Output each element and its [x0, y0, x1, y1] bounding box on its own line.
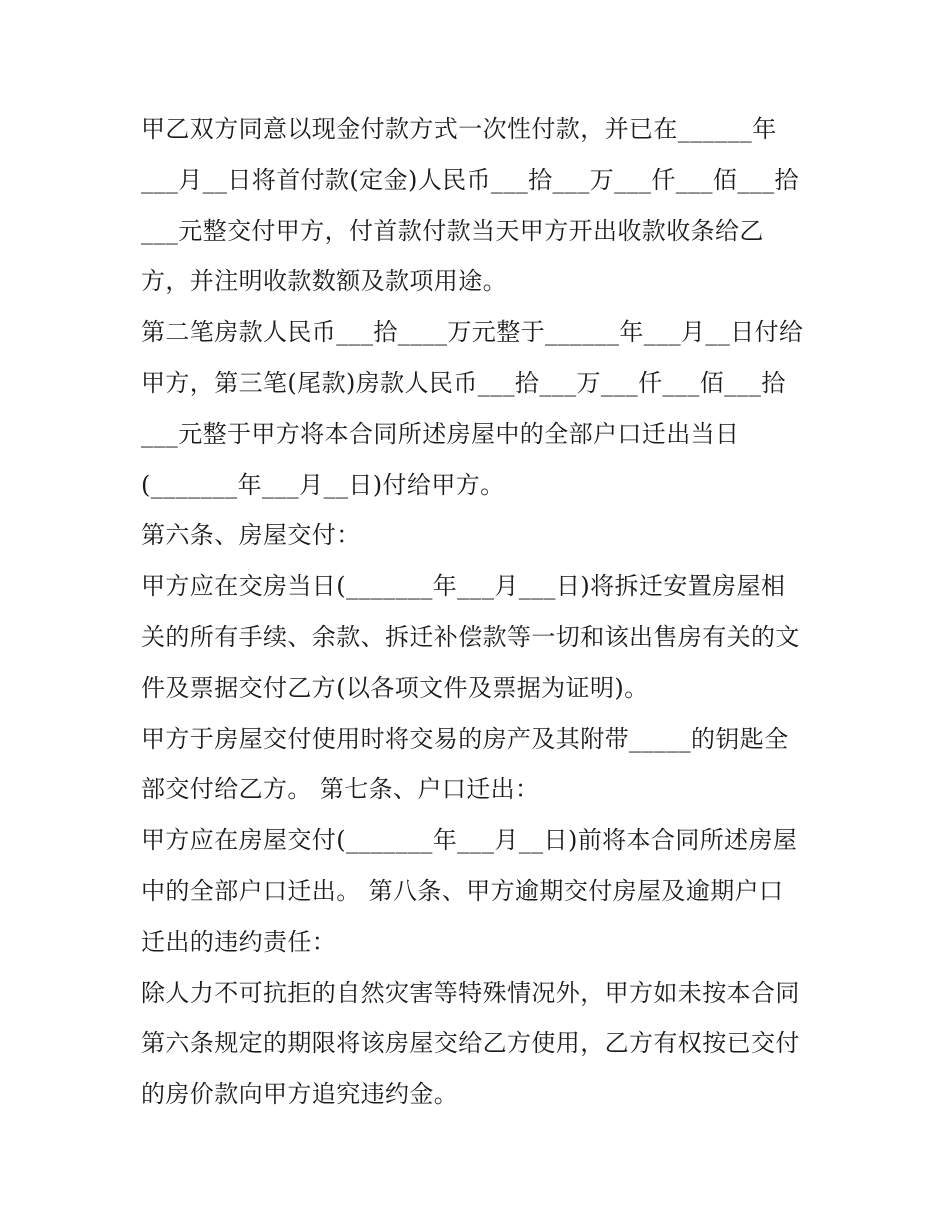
text-line: 方，并注明收款数额及款项用途。 — [141, 267, 507, 296]
text-line: ___元整交付甲方，付首款付款当天甲方开出收款收条给乙 — [141, 216, 764, 245]
text-line: 甲方，第三笔(尾款)房款人民币___拾___万___仟___佰___拾 — [141, 368, 786, 397]
text-line: 甲方于房屋交付使用时将交易的房产及其附带_____的钥匙全 — [141, 724, 789, 753]
text-line: ___月__日将首付款(定金)人民币___拾___万___仟___佰___拾 — [141, 165, 799, 194]
text-line: 甲方应在房屋交付(_______年___月__日)前将本合同所述房屋 — [141, 826, 798, 855]
text-line: 迁出的违约责任： — [141, 927, 337, 956]
text-line: 关的所有手续、余款、拆迁补偿款等一切和该出售房有关的文 — [141, 622, 800, 651]
text-line: 除人力不可抗拒的自然灾害等特殊情况外，甲方如未按本合同 — [141, 978, 800, 1007]
text-line: ___元整于甲方将本合同所述房屋中的全部户口迁出当日 — [141, 419, 740, 448]
text-line: 件及票据交付乙方(以各项文件及票据为证明)。 — [141, 673, 649, 702]
text-line: 甲方应在交房当日(_______年___月___日)将拆迁安置房屋相 — [141, 572, 786, 601]
section-heading: 第六条、房屋交付： — [141, 521, 361, 550]
text-line: 部交付给乙方。 第七条、户口迁出： — [141, 775, 540, 804]
contract-text-body — [141, 104, 841, 1120]
text-line: 第六条规定的期限将该房屋交给乙方使用，乙方有权按已交付 — [141, 1029, 800, 1058]
text-line: 第二笔房款人民币___拾____万元整于______年___月__日付给 — [141, 318, 804, 347]
text-line: (_______年___月__日)付给甲方。 — [141, 470, 505, 499]
text-line: 甲乙双方同意以现金付款方式一次性付款，并已在______年 — [141, 115, 777, 143]
text-line: 的房价款向甲方追究违约金。 — [141, 1080, 459, 1109]
text-line: 中的全部户口迁出。 第八条、甲方逾期交付房屋及逾期户口 — [141, 876, 784, 905]
